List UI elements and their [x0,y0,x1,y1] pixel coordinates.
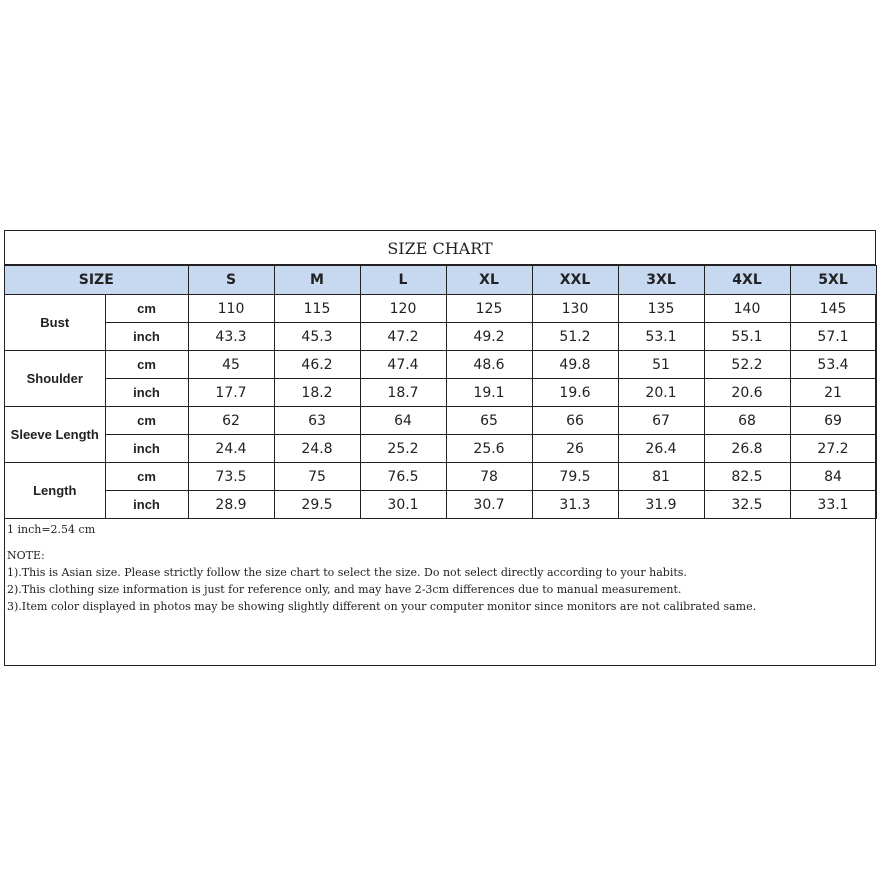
value-cell-cm: 110 [188,295,274,323]
value-cell-cm: 73.5 [188,463,274,491]
size-header-cell: 5XL [790,266,876,295]
value-cell-cm: 65 [446,407,532,435]
value-cell-cm: 47.4 [360,351,446,379]
unit-label-cm: cm [105,295,188,323]
value-cell-inch: 49.2 [446,323,532,351]
size-header-cell: XL [446,266,532,295]
value-cell-cm: 75 [274,463,360,491]
value-cell-cm: 51 [618,351,704,379]
size-header-cell: S [188,266,274,295]
table-row [5,407,876,435]
value-cell-cm: 140 [704,295,790,323]
value-cell-inch: 26 [532,435,618,463]
note-item: 2).This clothing size information is just for reference only, and may have 2-3cm differences due to manual measurement. [7,583,682,596]
value-cell-cm: 67 [618,407,704,435]
value-cell-cm: 46.2 [274,351,360,379]
value-cell-inch: 51.2 [532,323,618,351]
value-cell-cm: 63 [274,407,360,435]
value-cell-cm: 48.6 [446,351,532,379]
note-heading: NOTE: [7,549,45,562]
value-cell-cm: 52.2 [704,351,790,379]
value-cell-cm: 145 [790,295,876,323]
value-cell-cm: 45 [188,351,274,379]
value-cell-inch: 24.4 [188,435,274,463]
value-cell-inch: 47.2 [360,323,446,351]
unit-label-cm: cm [105,407,188,435]
value-cell-inch: 26.8 [704,435,790,463]
value-cell-cm: 79.5 [532,463,618,491]
unit-label-inch: inch [105,491,188,519]
size-header-cell: M [274,266,360,295]
value-cell-cm: 115 [274,295,360,323]
value-cell-cm: 53.4 [790,351,876,379]
table-row [5,323,876,351]
value-cell-cm: 135 [618,295,704,323]
value-cell-inch: 25.6 [446,435,532,463]
size-header-cell: L [360,266,446,295]
value-cell-inch: 19.6 [532,379,618,407]
value-cell-inch: 25.2 [360,435,446,463]
measurement-label: Shoulder [5,351,105,407]
measurement-label: Sleeve Length [5,407,105,463]
table-row [5,351,876,379]
value-cell-inch: 29.5 [274,491,360,519]
unit-label-inch: inch [105,379,188,407]
value-cell-inch: 21 [790,379,876,407]
value-cell-inch: 28.9 [188,491,274,519]
unit-label-cm: cm [105,463,188,491]
value-cell-inch: 19.1 [446,379,532,407]
table-row [5,463,876,491]
value-cell-cm: 78 [446,463,532,491]
notes-section [7,521,867,615]
value-cell-inch: 33.1 [790,491,876,519]
size-chart-frame [4,230,876,666]
value-cell-inch: 30.7 [446,491,532,519]
value-cell-inch: 32.5 [704,491,790,519]
value-cell-cm: 64 [360,407,446,435]
value-cell-inch: 18.2 [274,379,360,407]
value-cell-cm: 68 [704,407,790,435]
measurement-label: Length [5,463,105,519]
value-cell-inch: 55.1 [704,323,790,351]
chart-title: SIZE CHART [5,231,875,265]
table-row [5,379,876,407]
value-cell-cm: 84 [790,463,876,491]
value-cell-cm: 81 [618,463,704,491]
value-cell-cm: 66 [532,407,618,435]
value-cell-inch: 26.4 [618,435,704,463]
value-cell-cm: 82.5 [704,463,790,491]
unit-label-inch: inch [105,435,188,463]
value-cell-inch: 57.1 [790,323,876,351]
unit-label-inch: inch [105,323,188,351]
size-header-label: SIZE [5,266,188,295]
value-cell-cm: 125 [446,295,532,323]
size-table [5,265,877,519]
note-item: 1).This is Asian size. Please strictly follow the size chart to select the size. Do not select directly according to your habits. [7,566,687,579]
size-header-cell: 3XL [618,266,704,295]
value-cell-inch: 31.3 [532,491,618,519]
unit-label-cm: cm [105,351,188,379]
value-cell-inch: 45.3 [274,323,360,351]
value-cell-inch: 24.8 [274,435,360,463]
value-cell-inch: 20.6 [704,379,790,407]
table-header-row [5,266,876,295]
table-row [5,295,876,323]
value-cell-inch: 17.7 [188,379,274,407]
value-cell-cm: 130 [532,295,618,323]
value-cell-inch: 43.3 [188,323,274,351]
value-cell-cm: 62 [188,407,274,435]
value-cell-cm: 76.5 [360,463,446,491]
value-cell-inch: 18.7 [360,379,446,407]
conversion-note: 1 inch=2.54 cm [7,523,96,536]
value-cell-cm: 49.8 [532,351,618,379]
value-cell-inch: 31.9 [618,491,704,519]
value-cell-inch: 27.2 [790,435,876,463]
size-header-cell: 4XL [704,266,790,295]
size-header-cell: XXL [532,266,618,295]
value-cell-cm: 69 [790,407,876,435]
value-cell-inch: 30.1 [360,491,446,519]
measurement-label: Bust [5,295,105,351]
value-cell-cm: 120 [360,295,446,323]
table-row [5,435,876,463]
value-cell-inch: 53.1 [618,323,704,351]
table-body [5,295,876,519]
note-item: 3).Item color displayed in photos may be showing slightly different on your computer monitor since monitors are not calibrated same. [7,600,757,613]
table-row [5,491,876,519]
value-cell-inch: 20.1 [618,379,704,407]
